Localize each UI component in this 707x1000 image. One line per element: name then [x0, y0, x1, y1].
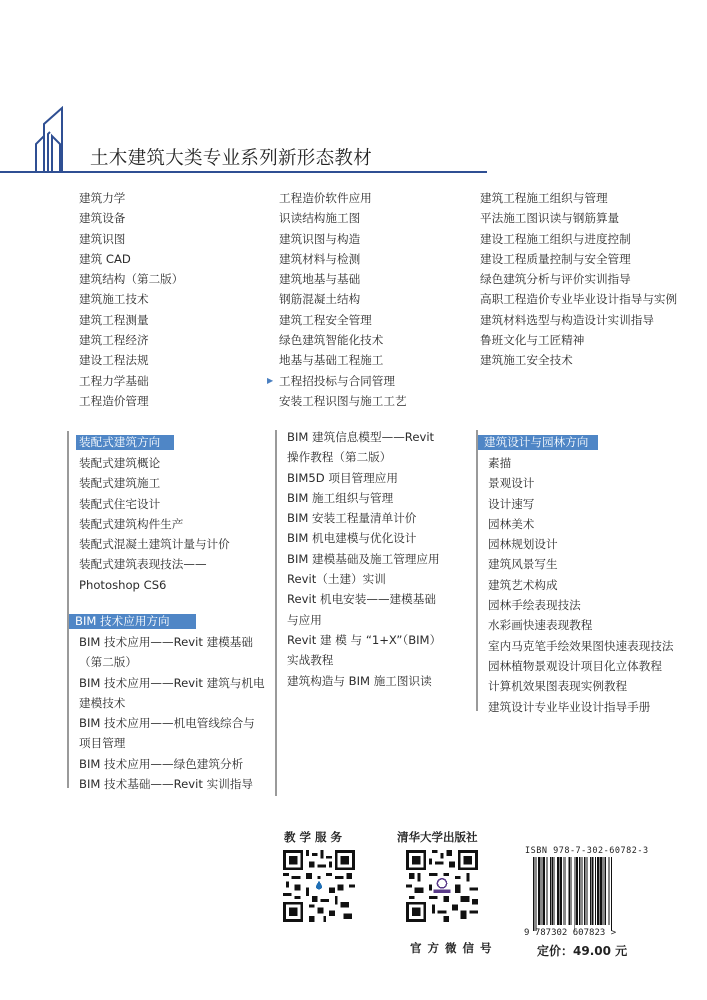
list-item: 建设工程施工组织与进度控制 — [480, 231, 631, 246]
list-item: 建筑工程施工组织与管理 — [480, 191, 608, 205]
official-wechat-label: 官 方 微 信 号 — [410, 941, 493, 955]
barcode-bar — [569, 857, 571, 925]
list-item: 工程造价管理 — [79, 393, 149, 408]
barcode-bar — [595, 857, 596, 925]
list-item: 建筑构造与 BIM 施工图识读 — [287, 673, 432, 688]
barcode-bar — [533, 857, 535, 931]
list-item: 鲁班文化与工匠精神 — [480, 333, 585, 348]
list-item: 建模技术 — [79, 695, 126, 710]
list-item: 建筑材料与检测 — [279, 251, 361, 266]
series-title: 土木建筑大类专业系列新形态教材 — [90, 148, 373, 169]
section-design — [478, 431, 674, 717]
barcode-bar — [597, 857, 600, 925]
barcode-bar — [550, 857, 551, 925]
barcode-bar — [543, 857, 545, 925]
list-item: 识读结构施工图 — [279, 211, 361, 226]
column-2-rule — [275, 430, 277, 796]
list-item: 水彩画快速表现教程 — [488, 618, 593, 633]
book-list-column-2 — [279, 188, 407, 411]
barcode-bar — [609, 857, 610, 925]
section-title-design: 建筑设计与园林方向 — [478, 435, 598, 450]
barcode-bar — [547, 857, 548, 925]
list-item: Revit 建 模 与 “1+X”（BIM） — [287, 632, 442, 647]
list-item: 实战教程 — [287, 653, 334, 668]
list-item: Revit（土建）实训 — [287, 572, 386, 587]
list-item: 工程造价软件应用 — [279, 191, 372, 205]
list-item: 建筑结构（第二版） — [79, 272, 184, 287]
barcode-bar — [587, 857, 588, 925]
list-item: 计算机效果图表现实例教程 — [488, 679, 628, 694]
publisher-label: 清华大学出版社 — [397, 830, 478, 844]
section-title-prefab: 装配式建筑方向 — [76, 435, 174, 450]
list-item: 安装工程识图与施工工艺 — [279, 393, 407, 408]
list-item: BIM 技术基础——Revit 实训指导 — [79, 777, 253, 792]
barcode-bar — [560, 857, 562, 925]
list-item: 建筑工程安全管理 — [279, 312, 372, 327]
list-item: 工程力学基础 — [79, 373, 149, 388]
barcode-bar — [611, 857, 612, 931]
teaching-service-qr-code[interactable] — [283, 850, 355, 922]
list-item: 建筑施工技术 — [79, 292, 149, 307]
list-item: 园林植物景观设计项目化立体教程 — [488, 658, 662, 673]
header-rule — [0, 171, 487, 173]
list-item-marked: ▶ 工程招投标与合同管理 — [279, 371, 407, 391]
barcode-bar — [538, 857, 541, 925]
list-item: BIM 建筑信息模型——Revit — [287, 430, 435, 444]
list-item: 装配式建筑构件生产 — [79, 516, 184, 531]
list-item: 地基与基础工程施工 — [279, 353, 384, 368]
list-item: 建筑艺术构成 — [488, 577, 558, 592]
list-item: 园林规划设计 — [488, 537, 558, 552]
isbn-text: ISBN 978-7-302-60782-3 — [525, 846, 649, 856]
list-item: Revit 机电安装——建模基础 — [287, 592, 436, 607]
barcode-bar — [581, 857, 582, 925]
barcode-bar — [592, 857, 594, 925]
list-item: 与应用 — [287, 612, 322, 627]
list-item: 建筑识图与构造 — [279, 231, 361, 246]
barcode-bar — [557, 857, 560, 925]
section-bim — [69, 610, 265, 794]
list-item: 建筑地基与基础 — [279, 272, 361, 287]
list-item: 设计速写 — [488, 496, 535, 511]
list-item: 高职工程造价专业毕业设计指导与实例 — [480, 292, 678, 307]
barcode-bar — [603, 857, 604, 925]
barcode-bar — [604, 857, 606, 925]
section-bim-more — [287, 427, 441, 691]
book-list-column-1 — [79, 188, 183, 411]
list-item: BIM 技术应用——Revit 建筑与机电 — [79, 675, 265, 690]
barcode-bar — [590, 857, 591, 925]
list-item: 装配式混凝土建筑计量与计价 — [79, 537, 230, 552]
list-item: BIM 安装工程量清单计价 — [287, 511, 417, 526]
list-item: 园林美术 — [488, 516, 535, 531]
list-item: 建筑施工安全技术 — [480, 353, 573, 368]
list-item: BIM 施工组织与管理 — [287, 490, 394, 505]
isbn-barcode — [533, 857, 633, 931]
barcode-bar — [536, 857, 537, 931]
list-item: 建筑识图 — [79, 231, 126, 246]
list-item: BIM 技术应用——Revit 建模基础 — [79, 635, 253, 649]
list-item: 装配式建筑施工 — [79, 476, 161, 491]
list-item: 素描 — [488, 456, 512, 470]
list-item: （第二版） — [79, 655, 137, 670]
barcode-bar — [571, 857, 572, 925]
barcode-bar — [564, 857, 565, 925]
section-prefab — [76, 431, 230, 595]
list-item: 建筑工程经济 — [79, 333, 149, 348]
list-item: 建筑工程测量 — [79, 312, 149, 327]
list-item: 室内马克笔手绘效果图快速表现技法 — [488, 638, 674, 653]
list-item: 操作教程（第二版） — [287, 450, 392, 465]
list-item: 园林手绘表现技法 — [488, 598, 581, 613]
list-item: 绿色建筑分析与评价实训指导 — [480, 272, 631, 287]
barcode-bar — [574, 857, 575, 931]
barcode-bar — [554, 857, 555, 925]
list-item: 平法施工图识读与钢筋算量 — [480, 211, 620, 226]
list-item: Photoshop CS6 — [79, 577, 167, 592]
barcode-bar — [565, 857, 566, 925]
list-item: 建设工程质量控制与安全管理 — [480, 251, 631, 266]
list-item: 景观设计 — [488, 476, 535, 491]
list-item: 装配式住宅设计 — [79, 496, 161, 511]
list-item: 项目管理 — [79, 736, 126, 751]
list-item: 钢筋混凝土结构 — [279, 292, 361, 307]
barcode-bar — [600, 857, 602, 925]
barcode-bar — [542, 857, 543, 925]
list-item: 装配式建筑概论 — [79, 456, 161, 470]
list-item: 建设工程法规 — [79, 353, 149, 368]
barcode-bar — [552, 857, 554, 925]
building-logo-icon — [34, 106, 74, 174]
list-item: BIM 机电建模与优化设计 — [287, 531, 417, 546]
barcode-bar — [576, 857, 579, 925]
teaching-service-label: 教 学 服 务 — [284, 830, 343, 844]
barcode-digits: 9 787302 607823 > — [524, 928, 617, 938]
list-item: BIM5D 项目管理应用 — [287, 470, 398, 485]
list-item: 建筑力学 — [79, 191, 126, 205]
list-item: BIM 建模基础及施工管理应用 — [287, 551, 440, 566]
barcode-bar — [584, 857, 586, 925]
price-label: 定价：49.00 元 — [537, 944, 628, 958]
list-item: 装配式建筑表现技法—— — [79, 557, 207, 572]
publisher-wechat-qr-code[interactable] — [406, 850, 478, 922]
list-item: 建筑风景写生 — [488, 557, 558, 572]
list-item: 建筑设备 — [79, 211, 126, 226]
list-item: 建筑材料选型与构造设计实训指导 — [480, 312, 654, 327]
barcode-bar — [579, 857, 581, 925]
section-title-bim: BIM 技术应用方向 — [69, 614, 196, 629]
list-item: 绿色建筑智能化技术 — [279, 333, 384, 348]
list-item: BIM 技术应用——机电管线综合与 — [79, 716, 255, 731]
list-item: 建筑 CAD — [79, 251, 131, 266]
list-item: BIM 技术应用——绿色建筑分析 — [79, 756, 244, 771]
book-list-column-3 — [480, 188, 677, 371]
list-item: 建筑设计专业毕业设计指导手册 — [488, 699, 651, 714]
